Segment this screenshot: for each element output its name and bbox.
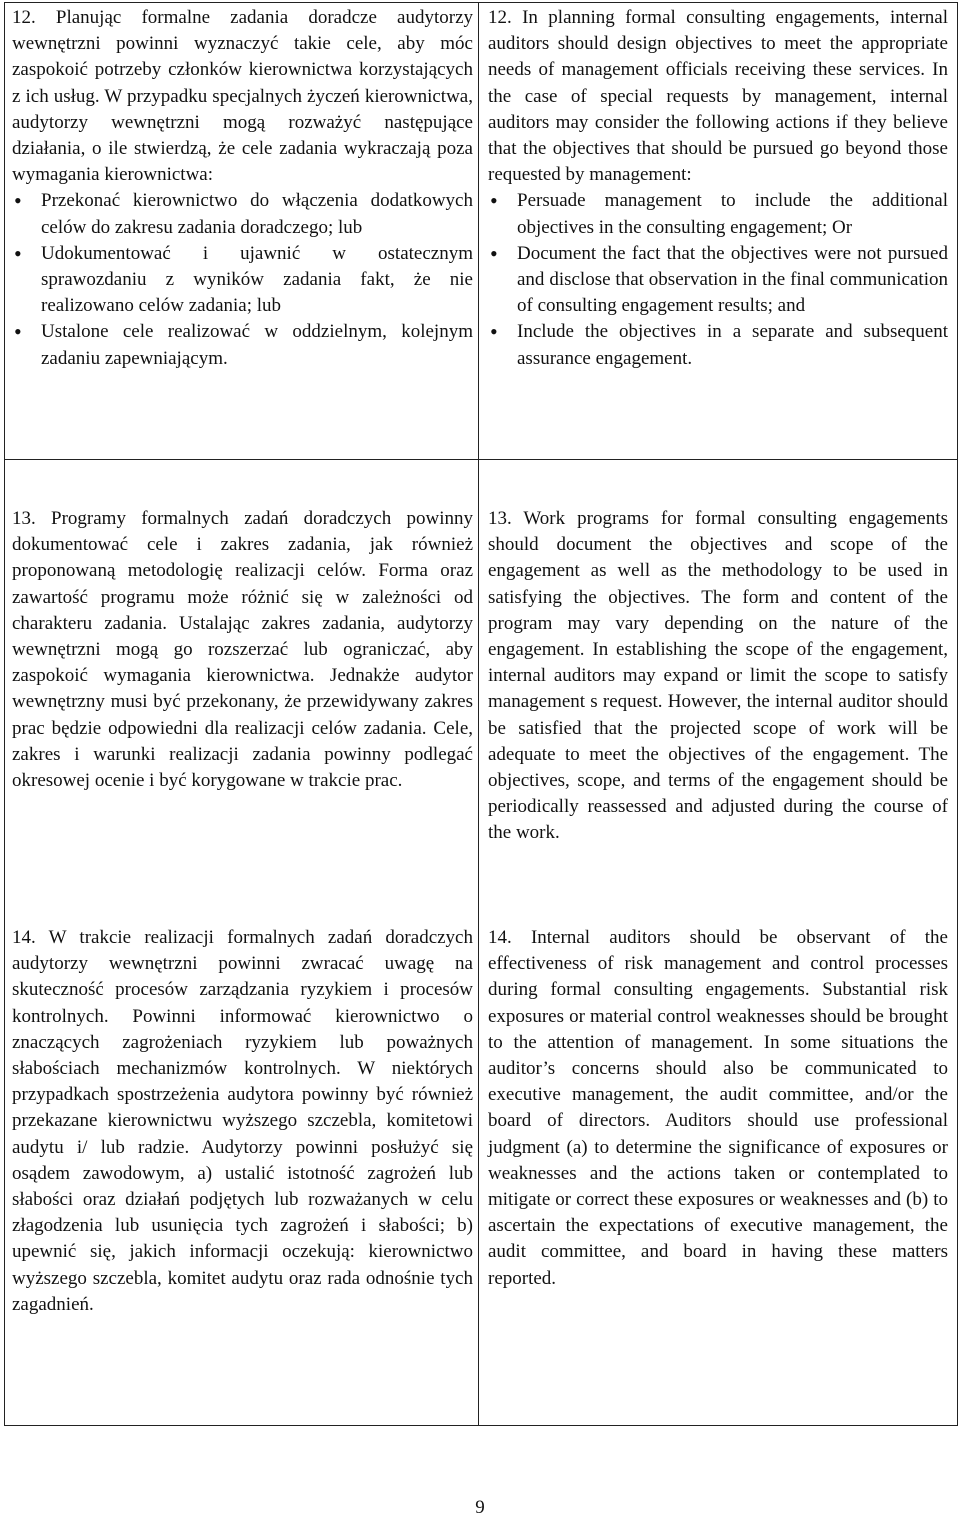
bullet-item: • Persuade management to include the additional objectives in the consulting engagement; Or [488,188,948,240]
bullet-item: • Include the objectives in a separate and subsequent assurance engagement. [488,319,948,371]
section-12-polish-paragraph: 12. Planując formalne zadania doradcze audytorzy wewnętrzni powinni wyznaczyć takie cele, aby móc zaspokoić potrzeby członków kierownictwa korzystających z ich usług. W przypadku specjalnych życzeń kierownictwa, audytorzy wewnętrzni mogą rozważyć następujące działania, o ile stwierdzą, że cele zadania wykraczają poza wymagania kierownictwa: [12,7,473,186]
section-13-polish-paragraph: 13. Programy formalnych zadań doradczych powinny dokumentować cele i zakres zadania, jak również proponowaną metodologię realizacji celów. Forma oraz zawartość programu może różnić się w zależności od charakteru zadania. Ustalając zakres zadania, audytorzy wewnętrzni mogą go rozszerzać lub ograniczać, aby zaspokoić wymagania kierownictwa. Jednakże audytor wewnętrzny musi być przekonany, że przewidywany zakres prac będzie odpowiedni dla realizacji celów zadania. Cele, zakres i warunki realizacji zadania powinny podlegać okresowej ocenie i być korygowane w trakcie prac. [12,508,473,792]
section-14-english [488,925,948,1292]
section-14-polish-paragraph: 14. W trakcie realizacji formalnych zadań doradczych audytorzy wewnętrzni powinni zwracać uwagę na skuteczność procesów zarządzania ryzykiem i procesów kontrolnych. Powinni informować kierownictwo o znaczących zagrożeniach ryzykiem lub poważnych słabościach mechanizmów kontrolnych. W niektórych przypadkach spostrzeżenia audytora powinny być również przekazane kierownictwu wyższego szczebla, komitetowi audytu i/ lub radzie. Audytorzy powinni posłużyć się osądem zawodowym, a) ustalić istotność zagrożeń lub słabości oraz działań podjętych lub rozważanych w celu złagodzenia lub usunięcia tych zagrożeń i słabości; b) upewnić się, jakich informacji oczekują: kierownictwo wyższego szczebla, komitet audytu oraz rada odnośnie tych zagadnień. [12,927,473,1315]
bullet-item: • Document the fact that the objectives were not pursued and disclose that observation in the final communication of consulting engagement results; and [488,241,948,320]
section-12-english [488,5,948,372]
section-14-polish [12,925,473,1318]
section-14-english-paragraph: 14. Internal auditors should be observant of the effectiveness of risk management and control processes during formal consulting engagements. Substantial risk exposures or material control weaknesses should be brought to the attention of management. In some situations the auditor’s concerns should also be communicated to executive management, the audit committee, and/or the board of directors. Auditors should use professional judgment (a) to determine the significance of exposures or weaknesses and the actions taken or contemplated to mitigate or correct these exposures or weaknesses and (b) to ascertain the expectations of executive management, the audit committee, and board in having these matters reported. [488,927,948,1289]
section-12-english-paragraph: 12. In planning formal consulting engagements, internal auditors should design objectives to meet the appropriate needs of management officials receiving these services. In the case of special requests by management, internal auditors may consider the following actions if they believe that the objectives that should be pursued go beyond those requested by management: [488,7,948,186]
section-12-english-bullets [488,188,948,371]
column-divider [478,2,479,1426]
section-12-polish-bullets [12,188,473,371]
section-13-english [488,506,948,847]
bullet-item: • Ustalone cele realizować w oddzielnym, kolejnym zadaniu zapewniającym. [12,319,473,371]
bullet-item: • Udokumentować i ujawnić w ostatecznym sprawozdaniu z wyników zadania fakt, że nie realizowano celów zadania; lub [12,241,473,320]
section-13-english-paragraph: 13. Work programs for formal consulting engagements should document the objectives and scope of the engagement as well as the methodology to be used in satisfying the objectives. The form and content of the program may vary depending on the nature of the engagement. In establishing the scope of the engagement, internal auditors may expand or limit the scope to satisfy management s request. However, the internal auditor should be satisfied that the projected scope of work will be adequate to meet the objectives of the engagement. The objectives, scope, and terms of the engagement should be periodically reassessed and adjusted during the course of the work. [488,508,948,844]
section-12-polish [12,5,473,372]
bullet-item: • Przekonać kierownictwo do włączenia dodatkowych celów do zakresu zadania doradczego; lub [12,188,473,240]
section-13-polish [12,506,473,794]
row-divider [4,459,958,460]
page-number: 9 [475,1497,485,1518]
